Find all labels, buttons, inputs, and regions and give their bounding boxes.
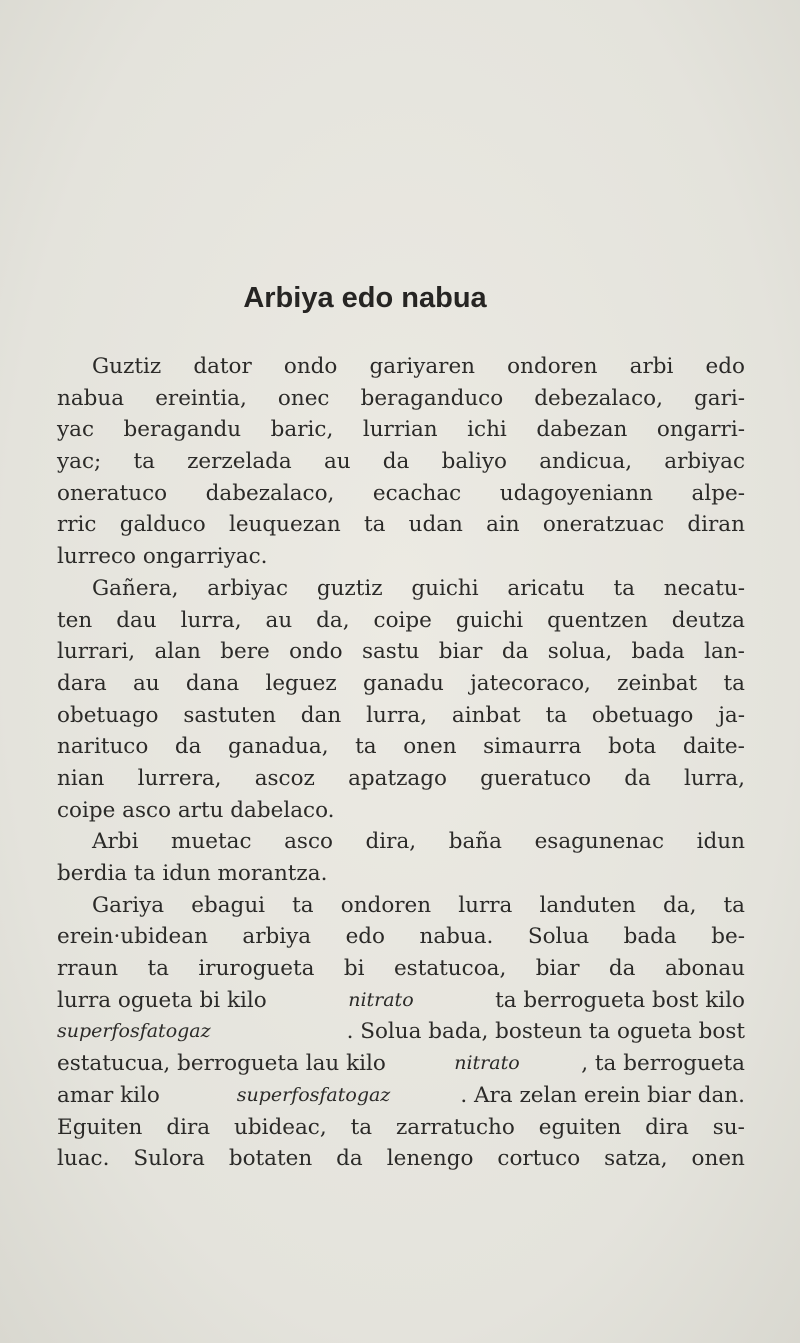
word: ta (723, 892, 745, 918)
word: ereintia, (155, 385, 247, 411)
word: quentzen (547, 607, 648, 633)
word: da (608, 956, 636, 982)
word: da, (316, 607, 350, 633)
word: lan- (704, 639, 745, 665)
word: ta (355, 734, 377, 760)
word: da (336, 1146, 363, 1172)
text-segment: berdia ta idun morantza. (57, 861, 328, 886)
word: bada (623, 924, 677, 950)
word: baric, (270, 417, 334, 443)
word: ainbat (451, 702, 521, 728)
word: ganadu (363, 670, 444, 696)
word: lenengo (386, 1146, 474, 1172)
text-segment: lurra ogueta bi kilo (57, 987, 274, 1013)
word: diran (687, 512, 745, 538)
word: ja- (718, 702, 745, 728)
page-title: Arbiya edo nabua (243, 282, 487, 314)
word: ten (57, 607, 93, 633)
word: ondoren (507, 354, 598, 379)
text-segment (57, 953, 745, 985)
word: coipe (373, 607, 432, 633)
word: ta (613, 575, 635, 601)
word: dau (116, 607, 157, 633)
word: lurra, (366, 702, 428, 728)
word: ganadua, (228, 734, 329, 760)
word: ondo (289, 639, 343, 665)
text-line (57, 446, 745, 478)
word: erein·ubidean (57, 924, 208, 950)
text-line (57, 890, 745, 922)
text-segment: . Ara zelan erein biar dan. (460, 1082, 745, 1108)
word: deutza (671, 607, 745, 633)
text-segment: coipe asco artu dabelaco. (57, 797, 335, 823)
word: beraganduco (360, 385, 504, 411)
word: ichi (467, 417, 507, 443)
text-line (57, 509, 745, 541)
text-segment (57, 731, 745, 763)
text-segment: amar kilo (57, 1082, 167, 1108)
word: obetuago (57, 702, 159, 728)
word: bere (220, 639, 270, 665)
word: dator (193, 354, 252, 379)
word: leuquezan (228, 512, 341, 538)
word: ebagui (191, 892, 266, 918)
word: ta (723, 670, 745, 696)
word: Gañera, (92, 575, 179, 601)
word: simaurra (483, 734, 582, 760)
text-line (57, 668, 745, 700)
word: esagunenac (534, 829, 665, 855)
word: ta (363, 512, 386, 538)
word: asco (284, 829, 333, 855)
word: daite- (682, 734, 745, 760)
word: dira (645, 1114, 689, 1140)
text-segment: ta berrogueta bost kilo (488, 987, 745, 1013)
word: biar (535, 956, 580, 982)
word: au (323, 449, 351, 475)
word: da (174, 734, 202, 760)
word: da (501, 639, 529, 665)
word: necatu- (663, 575, 745, 601)
word: ta (350, 1114, 373, 1140)
word: arbi (629, 354, 674, 379)
word: leguez (265, 670, 337, 696)
word: estatucoa, (393, 956, 507, 982)
text-segment (57, 763, 745, 795)
word: baña (448, 829, 502, 855)
word: alpe- (691, 480, 745, 506)
word: botaten (228, 1146, 313, 1172)
italic-term: nitrato (454, 1052, 520, 1075)
word: ta (147, 956, 169, 982)
text-segment (92, 826, 745, 858)
word: onen (403, 734, 457, 760)
text-line (57, 636, 745, 668)
word: jatecoraco, (470, 670, 591, 696)
text-segment (57, 605, 745, 637)
word: rric (57, 512, 97, 538)
word: lurrian (362, 417, 438, 443)
word: sastu (361, 639, 420, 665)
word: ondo (283, 354, 338, 379)
word: lurra, (684, 765, 745, 791)
word: gariyaren (369, 354, 476, 379)
text-segment (57, 668, 745, 700)
text-segment (57, 446, 745, 478)
word: nian (57, 765, 105, 791)
text-line (57, 573, 745, 605)
word: gari- (694, 385, 745, 411)
text-line (57, 541, 745, 573)
word: obetuago (591, 702, 694, 728)
word: biar (438, 639, 483, 665)
word: udagoyeniann (499, 480, 654, 506)
word: gueratuco (480, 765, 592, 791)
word: luac. (57, 1146, 110, 1172)
word: dara (57, 670, 107, 696)
word: muetac (171, 829, 252, 855)
word: ta (292, 892, 314, 918)
text-line (57, 351, 745, 383)
text-segment (57, 1112, 745, 1144)
text-segment: lurreco ongarriyac. (57, 544, 268, 570)
text-line (57, 921, 745, 953)
word: apatzago (348, 765, 447, 791)
word: baliyo (441, 449, 508, 475)
text-line (57, 1112, 745, 1144)
text-segment: estatucua, berrogueta lau kilo (57, 1051, 393, 1077)
text-segment (57, 1143, 745, 1175)
word: bota (608, 734, 657, 760)
word: ondoren (340, 892, 432, 918)
word: arbiya (242, 924, 312, 950)
word: onec (277, 385, 330, 411)
text-line (57, 953, 745, 985)
word: narituco (57, 734, 149, 760)
word: dira (166, 1114, 211, 1140)
body-text (57, 351, 745, 1175)
word: ecachac (372, 480, 462, 506)
word: da, (662, 892, 697, 918)
text-line (57, 1080, 745, 1112)
word: be- (711, 924, 745, 950)
word: ta (545, 702, 568, 728)
word: Gariya (92, 892, 165, 918)
italic-term: superfosfatogaz (236, 1083, 391, 1106)
word: aricatu (507, 575, 585, 601)
word: lurrera, (137, 765, 222, 791)
text-line (57, 605, 745, 637)
text-line (57, 795, 745, 827)
word: Solua (527, 924, 590, 950)
word: oneratuco (57, 480, 168, 506)
text-segment (57, 414, 745, 446)
text-line (57, 826, 745, 858)
word: solua, (547, 639, 613, 665)
word: au (132, 670, 160, 696)
word: da (382, 449, 410, 475)
text-segment (92, 351, 745, 383)
text-segment (57, 700, 745, 732)
word: bada (631, 639, 685, 665)
word: yac; (57, 449, 102, 475)
word: rraun (57, 956, 119, 982)
text-segment: , ta berrogueta (581, 1051, 745, 1077)
word: beragandu (123, 417, 242, 443)
text-line (57, 1143, 745, 1175)
word: Arbi (92, 829, 139, 855)
text-line (57, 1048, 745, 1080)
word: sastuten (183, 702, 276, 728)
italic-term: nitrato (348, 988, 414, 1011)
text-segment (57, 383, 745, 415)
text-segment (92, 890, 745, 922)
word: irurogueta (198, 956, 315, 982)
text-segment: . Solua bada, bosteun ta ogueta bost (346, 1019, 745, 1045)
word: lurrari, (57, 639, 136, 665)
word: galduco (119, 512, 206, 538)
text-segment (57, 509, 745, 541)
word: ascoz (254, 765, 315, 791)
word: satza, (604, 1146, 668, 1172)
text-line (57, 731, 745, 763)
word: edo (345, 924, 385, 950)
text-segment (57, 636, 745, 668)
word: cortuco (497, 1146, 581, 1172)
word: da (624, 765, 651, 791)
word: idun (696, 829, 745, 855)
italic-term: superfosfatogaz (57, 1020, 211, 1043)
text-line (57, 478, 745, 510)
word: ongarri- (656, 417, 745, 443)
word: yac (57, 417, 95, 443)
word: onen (691, 1146, 745, 1172)
word: dira, (365, 829, 417, 855)
word: abonau (664, 956, 745, 982)
word: eguiten (538, 1114, 622, 1140)
text-line (57, 383, 745, 415)
word: ain (486, 512, 520, 538)
word: udan (408, 512, 463, 538)
word: dabezan (536, 417, 628, 443)
word: Guztiz (92, 354, 162, 379)
text-line (57, 858, 745, 890)
word: nabua (57, 385, 125, 411)
text-line (57, 763, 745, 795)
word: bi (343, 956, 365, 982)
word: nabua. (419, 924, 494, 950)
word: zerzelada (187, 449, 292, 475)
word: lurra (458, 892, 513, 918)
word: su- (712, 1114, 745, 1140)
text-segment (92, 573, 745, 605)
word: dan (300, 702, 342, 728)
word: guichi (411, 575, 479, 601)
word: oneratzuac (542, 512, 665, 538)
word: dana (185, 670, 240, 696)
word: ubideac, (234, 1114, 327, 1140)
word: guichi (455, 607, 524, 633)
word: landuten (539, 892, 636, 918)
word: Sulora (133, 1146, 205, 1172)
word: arbiyac (207, 575, 289, 601)
word: arbiyac (664, 449, 745, 475)
word: guztiz (316, 575, 383, 601)
word: zarratucho (395, 1114, 515, 1140)
text-line (57, 985, 745, 1017)
word: au (265, 607, 293, 633)
word: lurra, (180, 607, 242, 633)
text-line (57, 1016, 745, 1048)
word: zeinbat (617, 670, 698, 696)
word: Eguiten (57, 1114, 143, 1140)
word: dabezalaco, (205, 480, 335, 506)
text-segment (57, 921, 745, 953)
word: alan (154, 639, 201, 665)
word: edo (705, 354, 745, 379)
text-line (57, 414, 745, 446)
word: debezalaco, (534, 385, 663, 411)
word: ta (133, 449, 155, 475)
text-line (57, 700, 745, 732)
word: andicua, (539, 449, 633, 475)
text-segment (57, 478, 745, 510)
